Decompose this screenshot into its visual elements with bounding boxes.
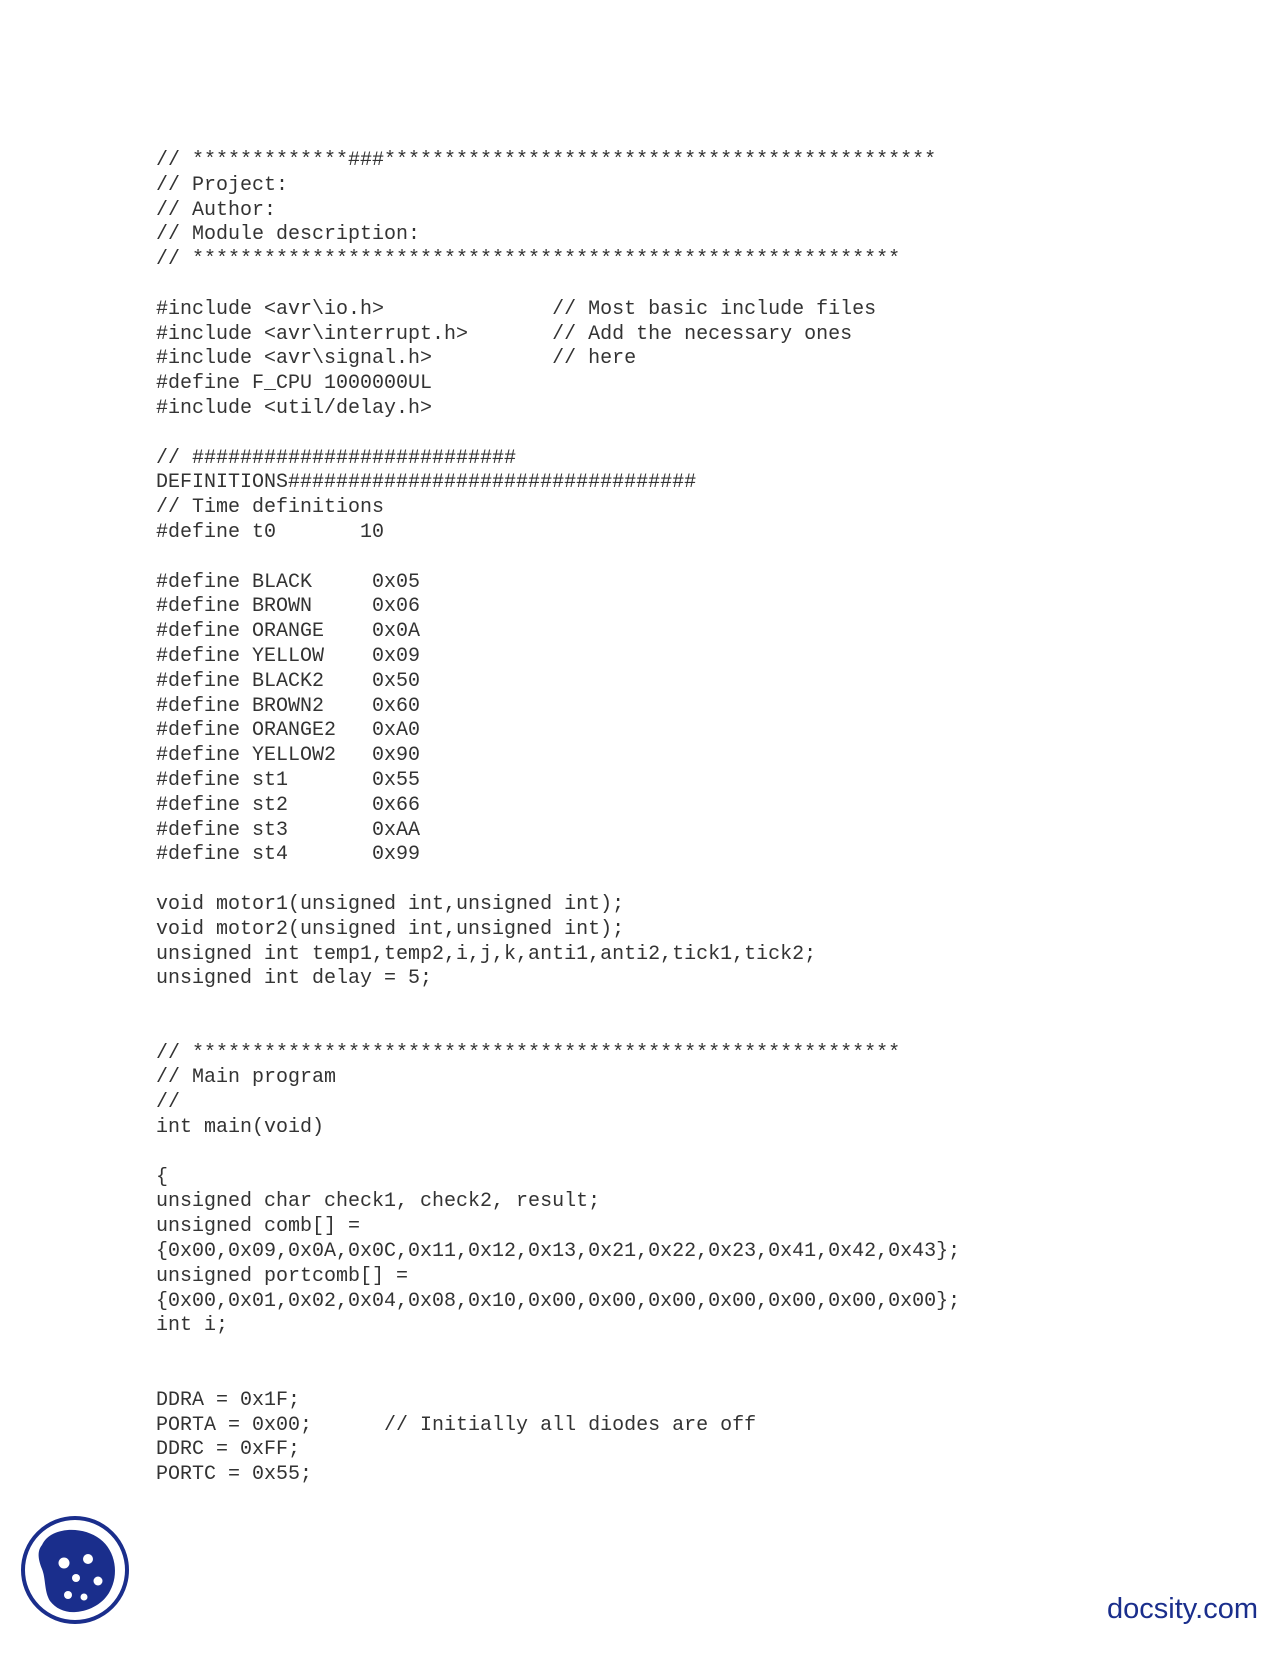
code-line bbox=[156, 868, 960, 893]
docsity-brand-link[interactable]: docsity.com bbox=[1107, 1593, 1258, 1625]
code-line: unsigned int temp1,temp2,i,j,k,anti1,anti2,tick1,tick2; bbox=[156, 942, 817, 966]
code-line: unsigned portcomb[] = bbox=[156, 1264, 409, 1288]
source-code-block bbox=[156, 149, 960, 1488]
code-line: { bbox=[156, 1165, 169, 1189]
code-line: PORTA = 0x00; // Initially all diodes are off bbox=[156, 1413, 757, 1437]
code-line: #define YELLOW 0x09 bbox=[156, 644, 421, 668]
code-line: unsigned comb[] = bbox=[156, 1215, 361, 1239]
code-line bbox=[156, 1364, 960, 1389]
code-line: #define ORANGE 0x0A bbox=[156, 620, 421, 644]
code-line: #define t0 10 bbox=[156, 520, 385, 544]
code-line: unsigned char check1, check2, result; bbox=[156, 1190, 601, 1214]
code-line: // Main program bbox=[156, 1066, 337, 1090]
code-line: // *********************************************************** bbox=[156, 1041, 901, 1065]
code-line: #define BLACK2 0x50 bbox=[156, 669, 421, 693]
code-line: #include <util/delay.h> bbox=[156, 396, 433, 420]
code-line bbox=[156, 1017, 960, 1042]
code-line: #define BLACK 0x05 bbox=[156, 570, 421, 594]
code-line: #include <avr\signal.h> // here bbox=[156, 347, 637, 371]
code-line bbox=[156, 992, 960, 1017]
code-line: // ########################### bbox=[156, 446, 517, 470]
code-line: #define BROWN 0x06 bbox=[156, 595, 421, 619]
code-line: // Project: bbox=[156, 173, 289, 197]
code-line: // Author: bbox=[156, 198, 277, 222]
docsity-logo-icon[interactable] bbox=[20, 1515, 130, 1625]
code-line: #define st4 0x99 bbox=[156, 843, 421, 867]
code-line: #include <avr\interrupt.h> // Add the necessary ones bbox=[156, 322, 853, 346]
code-line: {0x00,0x09,0x0A,0x0C,0x11,0x12,0x13,0x21,0x22,0x23,0x41,0x42,0x43}; bbox=[156, 1240, 961, 1264]
code-line: // Module description: bbox=[156, 223, 421, 247]
code-line: unsigned int delay = 5; bbox=[156, 967, 433, 991]
code-line: int main(void) bbox=[156, 1116, 325, 1140]
code-line: #include <avr\io.h> // Most basic include files bbox=[156, 297, 877, 321]
code-line: #define BROWN2 0x60 bbox=[156, 694, 421, 718]
code-line: PORTC = 0x55; bbox=[156, 1463, 313, 1487]
code-line: // Time definitions bbox=[156, 496, 385, 520]
code-line: #define st2 0x66 bbox=[156, 793, 421, 817]
code-line: DEFINITIONS################################## bbox=[156, 471, 697, 495]
code-line: // *********************************************************** bbox=[156, 248, 901, 272]
code-line: #define st3 0xAA bbox=[156, 818, 421, 842]
code-line: #define ORANGE2 0xA0 bbox=[156, 719, 421, 743]
code-line: #define YELLOW2 0x90 bbox=[156, 744, 421, 768]
code-line: void motor1(unsigned int,unsigned int); bbox=[156, 892, 625, 916]
code-line: {0x00,0x01,0x02,0x04,0x08,0x10,0x00,0x00,0x00,0x00,0x00,0x00,0x00}; bbox=[156, 1289, 961, 1313]
code-line: #define F_CPU 1000000UL bbox=[156, 372, 433, 396]
code-line: DDRA = 0x1F; bbox=[156, 1388, 301, 1412]
code-line bbox=[156, 546, 960, 571]
code-line bbox=[156, 1141, 960, 1166]
code-line: #define st1 0x55 bbox=[156, 768, 421, 792]
code-line bbox=[156, 1339, 960, 1364]
code-line: // *************###********************************************** bbox=[156, 149, 937, 172]
code-line: DDRC = 0xFF; bbox=[156, 1438, 301, 1462]
code-line: // bbox=[156, 1091, 181, 1115]
code-line: int i; bbox=[156, 1314, 229, 1338]
code-line bbox=[156, 273, 960, 298]
code-line bbox=[156, 422, 960, 447]
code-line: void motor2(unsigned int,unsigned int); bbox=[156, 917, 625, 941]
